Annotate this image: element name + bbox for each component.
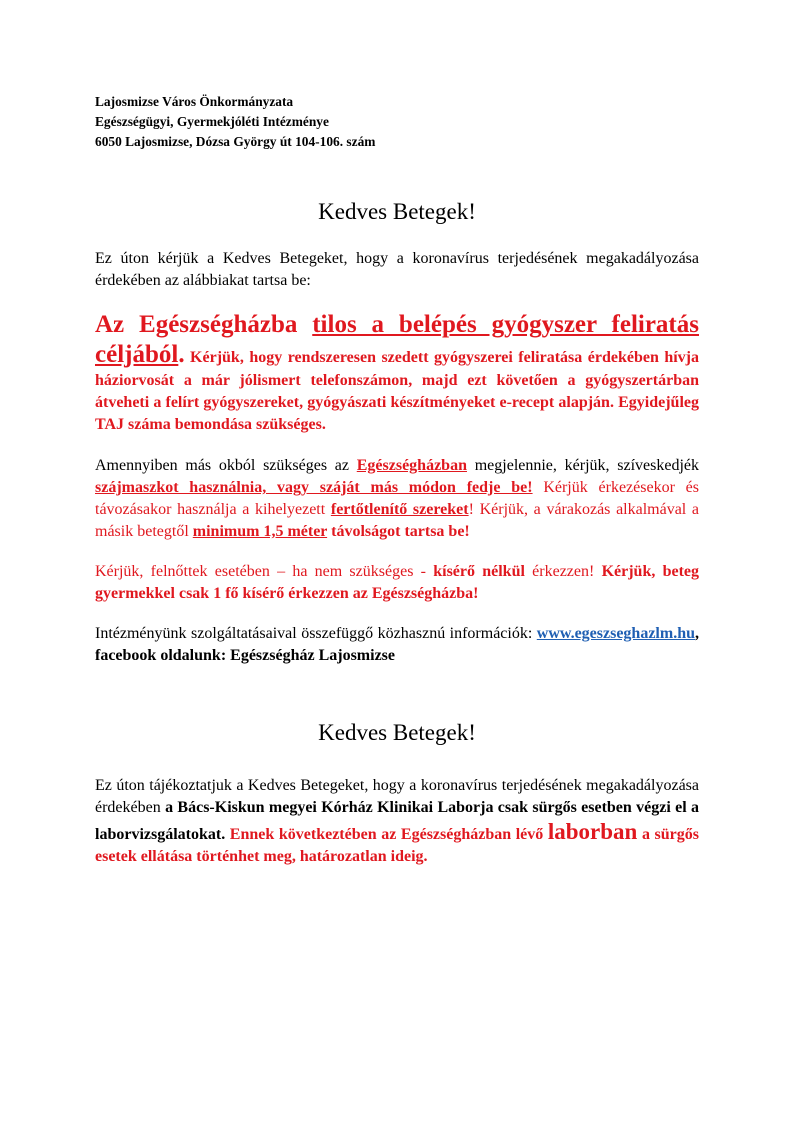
mask-text-4: ! Kérjük, a várakozás alkalmával a másik betegtől	[95, 501, 700, 540]
document-page	[95, 92, 699, 868]
mask-text-3: Kérjük érkezésekor és távozásakor használja a kihelyezett	[95, 479, 700, 518]
mask-requirement: szájmaszkot használnia, vagy száját más módon fedje be!	[95, 479, 533, 496]
lab-text-2: Ennek következtében az Egészségházban lévő	[225, 826, 548, 843]
companion-text-2: érkezzen!	[524, 563, 602, 580]
lab-paragraph	[95, 775, 699, 868]
lab-text-3: a sürgős esetek ellátása történhet meg, határozatlan ideig.	[95, 826, 699, 865]
mask-distance: minimum 1,5 méter	[192, 523, 328, 540]
website-link[interactable]: www.egeszseghazlm.hu	[536, 625, 695, 642]
lab-hospital-notice: a Bács-Kiskun megyei Kórház Klinikai Laborja csak sürgős esetben végzi el a laborvizsgálatokat.	[95, 799, 700, 843]
companion-child-rule: Kérjük, beteg gyermekkel csak 1 fő kísérő érkezzen az Egészségházba!	[95, 563, 699, 602]
section1-intro-paragraph	[95, 248, 699, 292]
companion-paragraph	[95, 561, 699, 605]
entry-ban-period: .	[178, 341, 185, 368]
lab-text-1: Ez úton tájékoztatjuk a Kedves Betegeket, hogy a koronavírus terjedésének megakadályozása érdekében	[95, 777, 699, 816]
intro-text: Ez úton kérjük a Kedves Betegeket, hogy a koronavírus terjedésének megakadályozása érdekében az alábbiakat tartsa be:	[95, 250, 699, 289]
companion-text-1: Kérjük, felnőttek esetében – ha nem szükséges -	[95, 563, 434, 580]
header-line-municipality: Lajosmizse Város Önkormányzata	[95, 94, 294, 109]
info-text: Intézményünk szolgáltatásaival összefüggő közhasznú információk:	[95, 625, 537, 642]
entry-ban-lead: Az Egészségházba	[95, 311, 313, 338]
header-line-institution: Egészségügyi, Gyermekjóléti Intézménye	[95, 114, 329, 129]
mask-text-2: megjelennie, kérjük, szíveskedjék	[466, 457, 700, 474]
institution-header	[95, 92, 699, 152]
section1-heading: Kedves Betegek!	[318, 199, 476, 224]
mask-text-5: távolságot tartsa be!	[327, 523, 470, 540]
section2-heading: Kedves Betegek!	[318, 720, 476, 745]
companion-without-escort: kísérő nélkül	[433, 563, 525, 580]
entry-ban-details: Kérjük, hogy rendszeresen szedett gyógyszerei feliratása érdekében hívja háziorvosát a már jólismert telefonszámon, majd ezt követően a gyógyszertárban átveheti a felírt gyógyszereket, gyógyászati készítményeket e-recept alapján. Egyidejűleg TAJ száma bemondása szükséges.	[95, 349, 699, 433]
mask-paragraph	[95, 455, 699, 543]
entry-ban-underlined: tilos a belépés gyógyszer feliratás céljából	[95, 311, 699, 368]
facebook-text: , facebook oldalunk: Egészségház Lajosmizse	[95, 625, 699, 664]
mask-text-1: Amennyiben más okból szükséges az	[95, 457, 357, 474]
lab-laborban: laborban	[547, 819, 638, 844]
header-line-address: 6050 Lajosmizse, Dózsa György út 104-106. szám	[95, 134, 376, 149]
mask-disinfectant: fertőtlenítő szereket	[330, 501, 469, 518]
entry-ban-paragraph	[95, 310, 699, 436]
mask-health-house: Egészségházban	[356, 457, 467, 474]
info-paragraph	[95, 623, 699, 667]
